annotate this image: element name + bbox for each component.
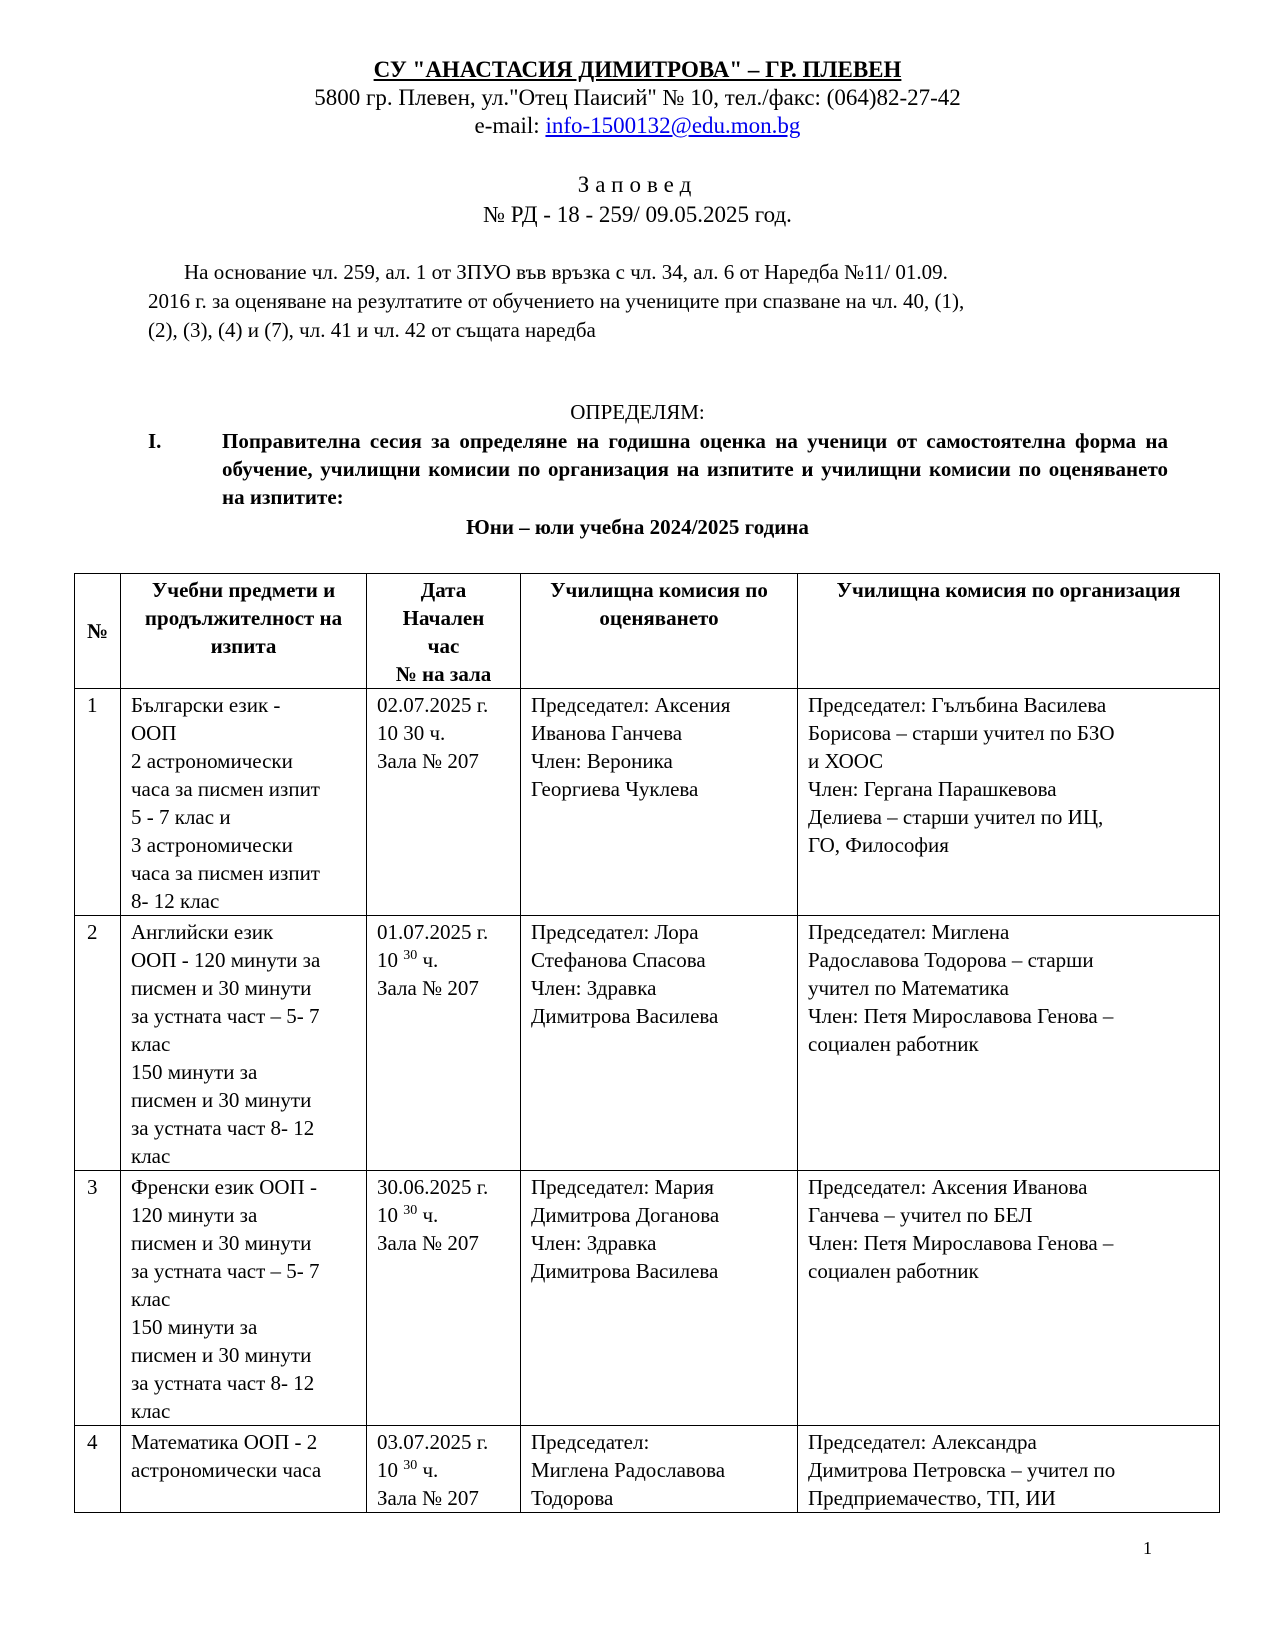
email-label: e-mail: (474, 113, 546, 138)
grading-committee-cell-line: Георгиева Чуклева (531, 777, 699, 801)
column-header-date: Дата Начален час № на зала (367, 574, 521, 689)
grading-committee-cell-line: Председател: (531, 1430, 650, 1454)
school-address: 5800 гр. Плевен, ул."Отец Паисий" № 10, тел./факс: (064)82-27-42 (314, 85, 961, 110)
subject-cell-line: ООП - 120 минути за (131, 948, 321, 972)
subject-cell-line: 120 минути за (131, 1203, 258, 1227)
exam-hour-minutes: 30 (403, 1458, 418, 1473)
subject-cell (121, 1426, 367, 1513)
organization-committee-cell-line: Радославова Тодорова – старши (808, 948, 1094, 972)
exam-room: Зала № 207 (377, 976, 479, 1000)
grading-committee-cell-line: Тодорова (531, 1486, 614, 1510)
organization-committee-cell-line: ГО, Философия (808, 833, 949, 857)
order-title: Заповед (577, 172, 698, 197)
subject-cell-line: писмен и 30 минути (131, 1088, 312, 1112)
grading-committee-cell (521, 689, 798, 916)
grading-committee-cell-line: Димитрова Василева (531, 1004, 719, 1028)
table-row (75, 916, 1220, 1171)
table-header-row (75, 574, 1220, 689)
period-heading: Юни – юли учебна 2024/2025 година (466, 515, 809, 539)
grading-committee-cell-line: Председател: Мария (531, 1175, 714, 1199)
exam-hour-main: 10 (377, 948, 398, 972)
subject-cell-line: 5 - 7 клас и (131, 805, 231, 829)
organization-committee-cell-line: социален работник (808, 1259, 979, 1283)
exam-hour-suffix: ч. (417, 948, 439, 972)
subject-cell-line: за устната част 8- 12 (131, 1371, 315, 1395)
subject-cell-line: клас (131, 1399, 171, 1423)
organization-committee-cell (798, 916, 1220, 1171)
date-cell (367, 916, 521, 1171)
table-row (75, 1426, 1220, 1513)
organization-committee-cell-line: Борисова – старши учител по БЗО (808, 721, 1115, 745)
subject-cell-line: Френски език ООП - (131, 1175, 317, 1199)
subject-cell-line: писмен и 30 минути (131, 976, 312, 1000)
organization-committee-cell-line: Председател: Аксения Иванова (808, 1175, 1088, 1199)
organization-committee-cell (798, 1426, 1220, 1513)
exam-hour (377, 946, 510, 974)
subject-cell-line: Английски език (131, 920, 274, 944)
exam-hour-suffix: ч. (424, 721, 446, 745)
subject-cell-line: 150 минути за (131, 1315, 258, 1339)
row-number: 1 (75, 689, 121, 916)
grading-committee-cell-line: Миглена Радославова (531, 1458, 726, 1482)
section-text: Поправителна сесия за определяне на годишна оценка на ученици от самостоятелна форма на обучение, училищни комисии по организация на изпитите и училищни комисии по оценяването на изпитите: (222, 429, 1168, 509)
column-header-number: № (75, 574, 121, 689)
exam-hour (377, 1201, 510, 1229)
subject-cell-line: часа за писмен изпит (131, 777, 320, 801)
exam-hour-main: 10 30 (377, 721, 425, 745)
subject-cell-line: 8- 12 клас (131, 889, 220, 913)
grading-committee-cell-line: Член: Здравка (531, 976, 657, 1000)
letterhead (0, 56, 1275, 140)
decision-heading: ОПРЕДЕЛЯМ: (570, 400, 705, 424)
organization-committee-cell-line: Председател: Гълъбина Василева (808, 693, 1107, 717)
column-header-subject: Учебни предмети и продължителност на изпита (121, 574, 367, 689)
organization-committee-cell-line: Предприемачество, ТП, ИИ (808, 1486, 1056, 1510)
grading-committee-cell (521, 1171, 798, 1426)
exam-hour-suffix: ч. (417, 1203, 439, 1227)
organization-committee-cell-line: и ХООС (808, 749, 884, 773)
grading-committee-cell-line: Член: Вероника (531, 749, 673, 773)
section-heading (148, 427, 1168, 511)
date-cell (367, 1171, 521, 1426)
subject-cell-line: за устната част – 5- 7 (131, 1004, 320, 1028)
legal-basis-line-3: (2), (3), (4) и (7), чл. 41 и чл. 42 от същата наредба (148, 318, 596, 342)
subject-cell-line: ООП (131, 721, 177, 745)
grading-committee-cell-line: Председател: Лора (531, 920, 699, 944)
organization-committee-cell-line: Делиева – старши учител по ИЦ, (808, 805, 1104, 829)
exam-room: Зала № 207 (377, 1231, 479, 1255)
date-cell (367, 689, 521, 916)
subject-cell-line: за устната част – 5- 7 (131, 1259, 320, 1283)
organization-committee-cell (798, 1171, 1220, 1426)
legal-basis (148, 258, 1133, 345)
exam-date: 30.06.2025 г. (377, 1175, 489, 1199)
subject-cell-line: клас (131, 1032, 171, 1056)
grading-committee-cell-line: Член: Здравка (531, 1231, 657, 1255)
organization-committee-cell-line: Димитрова Петровска – учител по (808, 1458, 1116, 1482)
exam-hour (377, 1456, 510, 1484)
school-name: СУ "АНАСТАСИЯ ДИМИТРОВА" – ГР. ПЛЕВЕН (373, 57, 902, 82)
organization-committee-cell-line: социален работник (808, 1032, 979, 1056)
date-cell (367, 1426, 521, 1513)
legal-basis-line-2: 2016 г. за оценяване на резултатите от обучението на учениците при спазване на чл. 40, (1), (148, 289, 965, 313)
subject-cell-line: клас (131, 1144, 171, 1168)
grading-committee-cell-line: Димитрова Василева (531, 1259, 719, 1283)
column-header-organization: Училищна комисия по организация (798, 574, 1220, 689)
organization-committee-cell (798, 689, 1220, 916)
exam-date: 01.07.2025 г. (377, 920, 489, 944)
subject-cell (121, 1171, 367, 1426)
organization-committee-cell-line: учител по Математика (808, 976, 1010, 1000)
row-number: 4 (75, 1426, 121, 1513)
subject-cell-line: астрономически часа (131, 1458, 322, 1482)
school-email-line (0, 112, 1275, 140)
exam-hour (377, 719, 510, 747)
order-number: № РД - 18 - 259/ 09.05.2025 год. (483, 202, 792, 227)
subject-cell-line: часа за писмен изпит (131, 861, 320, 885)
subject-cell-line: 2 астрономически (131, 749, 293, 773)
subject-cell-line: за устната част 8- 12 (131, 1116, 315, 1140)
subject-cell-line: 150 минути за (131, 1060, 258, 1084)
grading-committee-cell-line: Председател: Аксения (531, 693, 731, 717)
organization-committee-cell-line: Ганчева – учител по БЕЛ (808, 1203, 1033, 1227)
table-row (75, 1171, 1220, 1426)
exam-hour-suffix: ч. (417, 1458, 439, 1482)
subject-cell-line: писмен и 30 минути (131, 1231, 312, 1255)
row-number: 2 (75, 916, 121, 1171)
subject-cell-line: Математика ООП - 2 (131, 1430, 318, 1454)
subject-cell-line: писмен и 30 минути (131, 1343, 312, 1367)
subject-cell-line: 3 астрономически (131, 833, 293, 857)
order-heading (0, 170, 1275, 230)
grading-committee-cell (521, 1426, 798, 1513)
exam-room: Зала № 207 (377, 749, 479, 773)
column-header-grading: Училищна комисия по оценяването (521, 574, 798, 689)
table-row (75, 689, 1220, 916)
exam-date: 02.07.2025 г. (377, 693, 489, 717)
row-number: 3 (75, 1171, 121, 1426)
grading-committee-cell-line: Стефанова Спасова (531, 948, 706, 972)
email-link[interactable]: info-1500132@edu.mon.bg (545, 113, 801, 138)
organization-committee-cell-line: Председател: Миглена (808, 920, 1010, 944)
organization-committee-cell-line: Член: Петя Мирославова Генова – (808, 1231, 1114, 1255)
page-number: 1 (1143, 1538, 1152, 1558)
grading-committee-cell (521, 916, 798, 1171)
organization-committee-cell-line: Председател: Александра (808, 1430, 1037, 1454)
section-number: I. (148, 429, 162, 453)
grading-committee-cell-line: Димитрова Доганова (531, 1203, 720, 1227)
exam-date: 03.07.2025 г. (377, 1430, 489, 1454)
organization-committee-cell-line: Член: Петя Мирославова Генова – (808, 1004, 1114, 1028)
subject-cell-line: клас (131, 1287, 171, 1311)
exam-hour-minutes: 30 (403, 1203, 418, 1218)
exam-hour-minutes: 30 (403, 948, 418, 963)
subject-cell (121, 689, 367, 916)
exam-hour-main: 10 (377, 1203, 398, 1227)
grading-committee-cell-line: Иванова Ганчева (531, 721, 683, 745)
subject-cell-line: Български език - (131, 693, 281, 717)
organization-committee-cell-line: Член: Гергана Парашкевова (808, 777, 1057, 801)
legal-basis-line-1: На основание чл. 259, ал. 1 от ЗПУО във връзка с чл. 34, ал. 6 от Наредба №11/ 01.09. (184, 260, 948, 284)
exam-hour-main: 10 (377, 1458, 398, 1482)
subject-cell (121, 916, 367, 1171)
exam-room: Зала № 207 (377, 1486, 479, 1510)
schedule-table (74, 573, 1220, 1513)
